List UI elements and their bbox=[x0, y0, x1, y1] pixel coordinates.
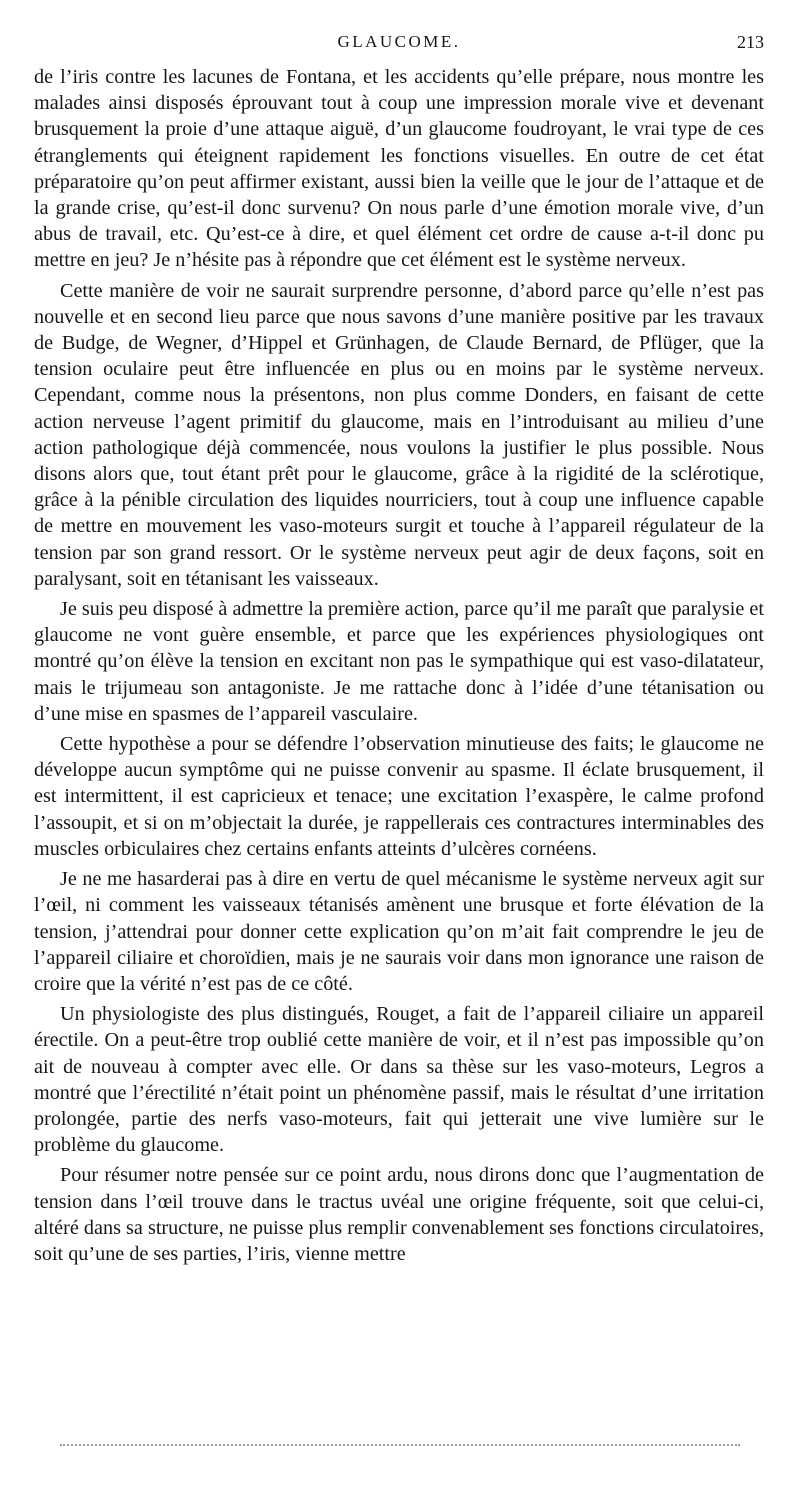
bleed-through-line bbox=[60, 1444, 740, 1446]
paragraph-paralysis: Je suis peu disposé à admettre la première action, parce qu’il me paraît que paralysie et glaucome ne vont guère ensemble, et parce que les expériences physiologiques ont montré qu’on élève la tension en excitant non pas le sympathique qui est vaso-dilatateur, mais le trijumeau son antagoniste. Je me rattache donc à l’idée d’une tétanisation ou d’une mise en spasmes de l’appareil vasculaire. bbox=[34, 598, 764, 725]
page-number: 213 bbox=[737, 32, 764, 52]
paragraph-continued: de l’iris contre les lacunes de Fontana, et les accidents qu’elle prépare, nous montre les malades ainsi disposés éprouvant tout à coup une impression morale vive et devenant brusquement la proie d’une attaque aiguë, d’un glaucome foudroyant, le vrai type de ces étranglements qui éteignent rapidement les fonctions visuelles. En outre de cet état préparatoire qu’on peut affirmer existant, aussi bien la veille que le jour de l’attaque et de la grande crise, qu’est-il donc survenu? On nous parle d’une émotion morale vive, d’un abus de travail, etc. Qu’est-ce à dire, et quel élément cet ordre de cause a-t-il donc pu mettre en jeu? Je n’hésite pas à répondre que cet élément est le système nerveux. bbox=[34, 66, 764, 272]
book-page bbox=[34, 30, 764, 1271]
paragraph-nervous-system: Cette manière de voir ne saurait surprendre personne, d’abord parce qu’elle n’est pas nouvelle et en second lieu parce que nous savons d’une manière positive par les travaux de Budge, de Wegner, d’Hippel et Grünhagen, de Claude Bernard, de Pflüger, que la tension oculaire peut être influencée en plus ou en moins par le système nerveux. Cependant, comme nous la présentons, non plus comme Donders, en faisant de cette action nerveuse l’agent primitif du glaucome, mais en l’introduisant au milieu d’une action pathologique déjà commencée, nous voulons la justifier le plus possible. Nous disons alors que, tout étant prêt pour le glaucome, grâce à la rigidité de la sclérotique, grâce à la pénible circulation des liquides nourriciers, tout à coup une influence capable de mettre en mouvement les vaso-moteurs surgit et touche à l’appareil régulateur de la tension par son grand ressort. Or le système nerveux peut agir de deux façons, soit en paralysant, soit en tétanisant les vaisseaux. bbox=[34, 279, 764, 590]
paragraph-mechanism: Je ne me hasarderai pas à dire en vertu de quel mécanisme le système nerveux agit sur l’œil, ni comment les vaisseaux tétanisés amènent une brusque et forte élévation de la tension, j’attendrai pour donner cette explication qu’on m’ait fait comprendre le jeu de l’appareil ciliaire et choroïdien, mais je ne saurais voir dans mon ignorance une raison de croire que la vérité n’est pas de ce côté. bbox=[34, 868, 764, 995]
paragraph-rouget: Un physiologiste des plus distingués, Rouget, a fait de l’appareil ciliaire un appareil érectile. On a peut-être trop oublié cette manière de voir, et il n’est pas impossible qu’on ait de nouveau à compter avec elle. Or dans sa thèse sur les vaso-moteurs, Legros a montré que l’érectilité n’était point un phénomène passif, mais le résultat d’une irritation prolongée, partie des nerfs vaso-moteurs, fait qui jetterait une vive lumière sur le problème du glaucome. bbox=[34, 1003, 764, 1157]
body-text bbox=[34, 64, 764, 1267]
paragraph-summary: Pour résumer notre pensée sur ce point ardu, nous dirons donc que l’augmentation de tension dans l’œil trouve dans le tractus uvéal une origine fréquente, soit que celui-ci, altéré dans sa structure, ne puisse plus remplir convenablement ses fonctions circulatoires, soit qu’une de ses parties, l’iris, vienne mettre bbox=[34, 1164, 764, 1265]
running-title: GLAUCOME. bbox=[337, 32, 461, 51]
paragraph-spasm-hypothesis: Cette hypothèse a pour se défendre l’observation minutieuse des faits; le glaucome ne développe aucun symptôme qui ne puisse convenir au spasme. Il éclate brusquement, il est intermittent, il est capricieux et tenace; une excitation l’exaspère, le calme profond l’assoupit, et si on m’objectait la durée, je rappellerais ces contractures interminables des muscles orbiculaires chez certains enfants atteints d’ulcères cornéens. bbox=[34, 733, 764, 860]
running-head bbox=[34, 30, 764, 56]
